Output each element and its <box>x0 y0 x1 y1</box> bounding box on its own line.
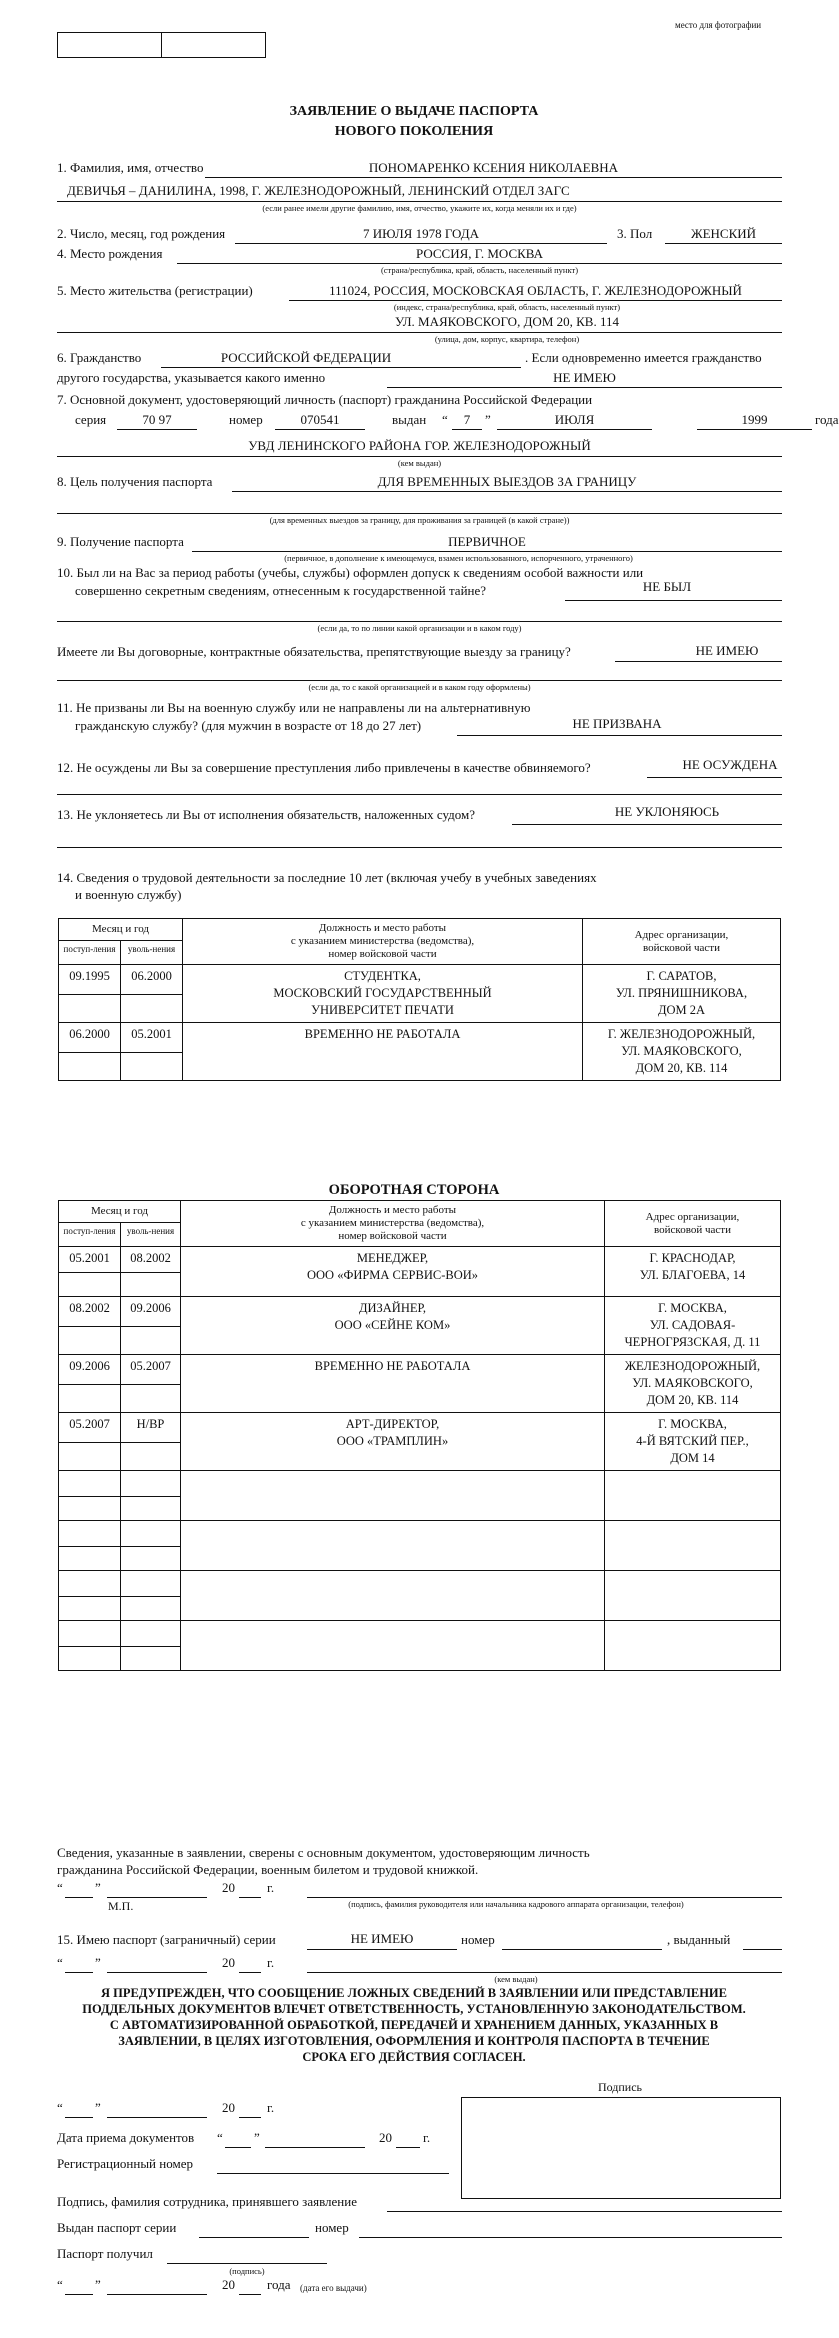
quote-close: ” <box>485 412 491 427</box>
cell-position[interactable]: АРТ-ДИРЕКТОР, ООО «ТРАМПЛИН» <box>181 1413 605 1471</box>
sex-label: 3. Пол <box>617 226 653 241</box>
warning-line: С АВТОМАТИЗИРОВАННОЙ ОБРАБОТКОЙ, ПЕРЕДАЧЕЙ И ХРАНЕНИЕМ ДАННЫХ, УКАЗАННЫХ В <box>109 2018 719 2032</box>
verify-line-1: Сведения, указанные в заявлении, сверены с основным документом, удостоверяющим личность <box>57 1845 590 1860</box>
cell-to[interactable]: 08.2002 <box>121 1247 181 1273</box>
doc-series[interactable]: 70 97 <box>142 412 172 427</box>
quote-open: “ <box>57 1955 63 1970</box>
field-4-caption: (страна/республика, край, область, населенный пункт) <box>380 265 579 275</box>
cell-to-extra[interactable] <box>121 1647 181 1671</box>
citizenship[interactable]: РОССИЙСКОЙ ФЕДЕРАЦИИ <box>220 350 392 365</box>
th-address: Адрес организации, войсковой части <box>605 1201 781 1247</box>
field-6-label-2: другого государства, указывается какого именно <box>57 370 326 385</box>
cell-to[interactable]: 09.2006 <box>121 1297 181 1327</box>
cell-from-extra[interactable] <box>59 1443 121 1471</box>
cell-from[interactable] <box>59 1571 121 1597</box>
th-address: Адрес организации, войсковой части <box>583 919 781 965</box>
year-label: года <box>815 412 839 427</box>
quote-close: ” <box>95 1955 101 1970</box>
field-14-line1 <box>57 870 782 888</box>
cell-address[interactable]: Г. МОСКВА, УЛ. САДОВАЯ- ЧЕРНОГРЯЗСКАЯ, Д. 11 <box>605 1297 781 1355</box>
work-table-1 <box>58 918 781 1081</box>
year-suffix: г. <box>267 1880 275 1895</box>
verify-date <box>57 1880 782 1898</box>
cell-to[interactable]: Н/ВР <box>121 1413 181 1443</box>
field-12-label: 12. Не осуждены ли Вы за совершение преступления либо привлечены в качестве обвиняемого? <box>57 760 591 775</box>
quote-close: ” <box>254 2130 260 2145</box>
doc-number[interactable]: 070541 <box>300 412 340 427</box>
quote-open: “ <box>442 412 448 427</box>
cell-from[interactable]: 09.2006 <box>59 1355 121 1385</box>
field-2-label: 2. Число, месяц, год рождения <box>57 226 226 241</box>
th-position: Должность и место работы с указанием министерства (ведомства), номер войсковой части <box>183 919 583 965</box>
verify-line-2: гражданина Российской Федерации, военным билетом и трудовой книжкой. <box>57 1862 479 1877</box>
th-fired: уволь-нения <box>121 1222 181 1246</box>
issue-year[interactable]: 1999 <box>741 412 768 427</box>
field-6-second <box>57 370 782 388</box>
cell-to-extra[interactable] <box>121 1053 183 1081</box>
purpose[interactable]: ДЛЯ ВРЕМЕННЫХ ВЫЕЗДОВ ЗА ГРАНИЦУ <box>377 474 637 489</box>
field-4-label: 4. Место рождения <box>57 246 163 261</box>
field-9 <box>57 534 782 552</box>
receipt-date <box>57 2277 477 2295</box>
cell-from-extra[interactable] <box>59 1327 121 1355</box>
field-10-caption: (если да, то по линии какой организации и в каком году) <box>317 623 522 633</box>
cell-address[interactable]: Г. САРАТОВ, УЛ. ПРЯНИШНИКОВА, ДОМ 2А <box>583 965 781 1023</box>
quote-open: “ <box>57 2277 63 2292</box>
cell-address[interactable] <box>605 1621 781 1671</box>
employee-sign <box>57 2194 782 2212</box>
issuer-caption: (кем выдан) <box>397 458 442 468</box>
year-suffix: г. <box>267 1955 275 1970</box>
field-14-label-2: и военную службу) <box>75 887 182 902</box>
cell-from-extra[interactable] <box>59 1053 121 1081</box>
th-hired: поступ-ления <box>59 1222 121 1246</box>
issued-label: выдан <box>392 412 427 427</box>
cell-to-extra[interactable] <box>121 1597 181 1621</box>
cell-from-extra[interactable] <box>59 1385 121 1413</box>
year-label: года <box>267 2277 291 2292</box>
field-8-label: 8. Цель получения паспорта <box>57 474 213 489</box>
cell-to-extra[interactable] <box>121 1443 181 1471</box>
foreign-passport-series[interactable]: НЕ ИМЕЮ <box>350 1931 414 1946</box>
cell-from[interactable] <box>59 1521 121 1547</box>
th-month-year: Месяц и год <box>59 919 183 941</box>
cell-from-extra[interactable] <box>59 1547 121 1571</box>
th-fired: уволь-нения <box>121 940 183 964</box>
secret-access[interactable]: НЕ БЫЛ <box>642 579 692 594</box>
cell-from[interactable] <box>59 1471 121 1497</box>
previous-names[interactable]: ДЕВИЧЬЯ – ДАНИЛИНА, 1998, Г. ЖЕЛЕЗНОДОРОЖНЫЙ, ЛЕНИНСКИЙ ОТДЕЛ ЗАГС <box>67 183 570 198</box>
th-month-year: Месяц и год <box>59 1201 181 1223</box>
verify-caption: (подпись, фамилия руководителя или начальника кадрового аппарата организации, телефон) <box>348 1899 684 1909</box>
field-10-line2 <box>57 579 782 601</box>
cell-position[interactable] <box>181 1471 605 1521</box>
back-side-title: ОБОРОТНАЯ СТОРОНА <box>328 1182 500 1198</box>
field-9-label: 9. Получение паспорта <box>57 534 184 549</box>
cell-address[interactable] <box>605 1521 781 1571</box>
field-14-label: 14. Сведения о трудовой деятельности за последние 10 лет (включая учебу в учебных заведениях <box>57 870 597 885</box>
accept-label: Дата приема документов <box>57 2130 195 2145</box>
cell-address[interactable]: ЖЕЛЕЗНОДОРОЖНЫЙ, УЛ. МАЯКОВСКОГО, ДОМ 20, КВ. 114 <box>605 1355 781 1413</box>
doc-issuer[interactable]: УВД ЛЕНИНСКОГО РАЙОНА ГОР. ЖЕЛЕЗНОДОРОЖНЫЙ <box>248 438 591 453</box>
accept-date <box>57 2130 457 2148</box>
cell-to-extra[interactable] <box>121 1497 181 1521</box>
field-4 <box>57 246 782 264</box>
cell-position[interactable] <box>181 1621 605 1671</box>
warning-line: СРОКА ЕГО ДЕЙСТВИЯ СОГЛАСЕН. <box>302 2050 526 2064</box>
quote-close: ” <box>95 2277 101 2292</box>
cell-address[interactable]: Г. КРАСНОДАР, УЛ. БЛАГОЕВА, 14 <box>605 1247 781 1297</box>
issue-month[interactable]: ИЮЛЯ <box>554 412 595 427</box>
military-service[interactable]: НЕ ПРИЗВАНА <box>572 716 662 731</box>
quote-open: “ <box>57 2100 63 2115</box>
field-8-caption: (для временных выездов за границу, для проживания за границей (в какой стране)) <box>269 515 570 525</box>
cell-to[interactable]: 05.2001 <box>121 1023 183 1053</box>
year-prefix: 20 <box>222 1955 235 1970</box>
cell-from[interactable]: 08.2002 <box>59 1297 121 1327</box>
cell-from[interactable] <box>59 1621 121 1647</box>
cell-from-extra[interactable] <box>59 1273 121 1297</box>
table-row <box>59 1247 781 1273</box>
residence[interactable]: 111024, РОССИЯ, МОСКОВСКАЯ ОБЛАСТЬ, Г. ЖЕЛЕЗНОДОРОЖНЫЙ <box>329 283 742 298</box>
received-label: Паспорт получил <box>57 2246 153 2261</box>
cell-position[interactable]: ДИЗАЙНЕР, ООО «СЕЙНЕ КОМ» <box>181 1297 605 1355</box>
field-14-line2 <box>57 887 782 905</box>
cell-position[interactable] <box>181 1521 605 1571</box>
cell-from[interactable]: 06.2000 <box>59 1023 121 1053</box>
field-8 <box>57 474 782 492</box>
stamp-place: М.П. <box>108 1899 134 1913</box>
field-10-label: 10. Был ли на Вас за период работы (учебы, службы) оформлен допуск к сведениям особой важности или <box>57 565 644 580</box>
field-10b-label: Имеете ли Вы договорные, контрактные обязательства, препятствующие выезду за границу? <box>57 644 571 659</box>
form-subtitle: НОВОГО ПОКОЛЕНИЯ <box>334 124 494 139</box>
warning-line: ПОДДЕЛЬНЫХ ДОКУМЕНТОВ ВЛЕЧЕТ ОТВЕТСТВЕННОСТЬ, УСТАНОВЛЕННУЮ ЗАКОНОДАТЕЛЬСТВОМ. <box>82 2002 746 2016</box>
field-6-label: 6. Гражданство <box>57 350 142 365</box>
cell-address[interactable]: Г. ЖЕЛЕЗНОДОРОЖНЫЙ, УЛ. МАЯКОВСКОГО, ДОМ 20, КВ. 114 <box>583 1023 781 1081</box>
field-11-label-2: гражданскую службу? (для мужчин в возрасте от 18 до 27 лет) <box>75 718 422 733</box>
table-row <box>59 1297 781 1327</box>
quote-close: ” <box>95 1880 101 1895</box>
table-row <box>59 1413 781 1443</box>
field-5-caption-2: (улица, дом, корпус, квартира, телефон) <box>434 334 580 344</box>
cell-address[interactable] <box>605 1571 781 1621</box>
cell-to[interactable]: 06.2000 <box>121 965 183 995</box>
field-11-line2 <box>57 718 782 736</box>
issued-passport <box>57 2220 782 2238</box>
cell-position[interactable] <box>181 1571 605 1621</box>
cell-from[interactable]: 09.1995 <box>59 965 121 995</box>
cell-from-extra[interactable] <box>59 1597 121 1621</box>
warning-text <box>60 1985 768 2065</box>
quote-open: “ <box>217 2130 223 2145</box>
sign-caption: (подпись) <box>229 2266 265 2276</box>
year-prefix: 20 <box>222 1880 235 1895</box>
field-10b <box>57 644 782 662</box>
field-5-label: 5. Место жительства (регистрации) <box>57 283 253 298</box>
photo-note: место для фотографии <box>675 20 762 30</box>
reg-number <box>57 2156 457 2174</box>
form-title: ЗАЯВЛЕНИЕ О ВЫДАЧЕ ПАСПОРТА <box>289 104 539 119</box>
warning-line: Я ПРЕДУПРЕЖДЕН, ЧТО СООБЩЕНИЕ ЛОЖНЫХ СВЕДЕНИЙ В ЗАЯВЛЕНИИ ИЛИ ПРЕДСТАВЛЕНИЕ <box>101 1986 727 2000</box>
cell-to-extra[interactable] <box>121 1385 181 1413</box>
series-label: серия <box>75 412 107 427</box>
cell-to[interactable] <box>121 1521 181 1547</box>
passport-received <box>57 2246 457 2264</box>
field-1-caption: (если ранее имели другие фамилию, имя, отчество, укажите их, когда меняли их и где) <box>262 203 577 213</box>
issue-date-caption: (дата его выдачи) <box>300 2283 367 2293</box>
field-1-label: 1. Фамилия, имя, отчество <box>57 160 204 175</box>
cell-to-extra[interactable] <box>121 1547 181 1571</box>
field-5 <box>57 283 782 301</box>
table-row <box>59 1521 781 1547</box>
cell-to[interactable] <box>121 1571 181 1597</box>
cell-to[interactable]: 05.2007 <box>121 1355 181 1385</box>
field-15-caption: (кем выдан) <box>494 1974 538 1984</box>
cell-to-extra[interactable] <box>121 1273 181 1297</box>
field-11-label: 11. Не призваны ли Вы на военную службу или не направлены ли на альтернативную <box>57 700 531 715</box>
field-7-doc <box>57 412 839 430</box>
cell-to-extra[interactable] <box>121 995 183 1023</box>
table-row <box>59 1023 781 1053</box>
cell-to[interactable] <box>121 1471 181 1497</box>
field-2 <box>57 226 782 244</box>
th-hired: поступ-ления <box>59 940 121 964</box>
quote-open: “ <box>57 1880 63 1895</box>
quote-close: ” <box>95 2100 101 2115</box>
field-13 <box>57 804 782 825</box>
cell-position[interactable]: МЕНЕДЖЕР, ООО «ФИРМА СЕРВИС-ВОИ» <box>181 1247 605 1297</box>
field-15-label: 15. Имею паспорт (заграничный) серии <box>57 1932 276 1947</box>
field-6-tail: . Если одновременно имеется гражданство <box>525 350 762 365</box>
number-label: номер <box>229 412 263 427</box>
cell-position[interactable]: ВРЕМЕННО НЕ РАБОТАЛА <box>183 1023 583 1081</box>
cell-from[interactable]: 05.2007 <box>59 1413 121 1443</box>
cell-address[interactable]: Г. МОСКВА, 4-Й ВЯТСКИЙ ПЕР., ДОМ 14 <box>605 1413 781 1471</box>
issued-label: , выданный <box>667 1932 731 1947</box>
sex-value[interactable]: ЖЕНСКИЙ <box>690 226 757 241</box>
cell-from[interactable]: 05.2001 <box>59 1247 121 1273</box>
year-suffix: г. <box>267 2100 275 2115</box>
table-row <box>59 1571 781 1597</box>
reg-label: Регистрационный номер <box>57 2156 193 2171</box>
table-row <box>59 1621 781 1647</box>
number-label: номер <box>461 1932 495 1947</box>
field-13-label: 13. Не уклоняетесь ли Вы от исполнения обязательств, наложенных судом? <box>57 807 476 822</box>
field-15-date <box>57 1955 782 1973</box>
cell-from-extra[interactable] <box>59 1497 121 1521</box>
warning-line: ЗАЯВЛЕНИИ, В ЦЕЛЯХ ИЗГОТОВЛЕНИЯ, ОФОРМЛЕНИЯ И КОНТРОЛЯ ПАСПОРТА В ТЕЧЕНИЕ <box>118 2034 710 2048</box>
number-label: номер <box>315 2220 349 2235</box>
court-obligations[interactable]: НЕ УКЛОНЯЮСЬ <box>614 804 720 819</box>
table-row <box>59 965 781 995</box>
cell-from-extra[interactable] <box>59 995 121 1023</box>
field-5-caption: (индекс, страна/республика, край, область, населенный пункт) <box>393 302 621 312</box>
cell-from-extra[interactable] <box>59 1647 121 1671</box>
th-position: Должность и место работы с указанием министерства (ведомства), номер войсковой части <box>181 1201 605 1247</box>
work-table-2 <box>58 1200 781 1671</box>
year-prefix: 20 <box>222 2277 235 2292</box>
issue-day[interactable]: 7 <box>463 412 471 427</box>
field-9-caption: (первичное, в дополнение к имеющемуся, взамен использованного, испорченного, утраченного) <box>284 553 633 563</box>
residence-street[interactable]: УЛ. МАЯКОВСКОГО, ДОМ 20, КВ. 114 <box>395 314 619 329</box>
cell-to[interactable] <box>121 1621 181 1647</box>
header-boxes <box>57 32 266 58</box>
full-name[interactable]: ПОНОМАРЕНКО КСЕНИЯ НИКОЛАЕВНА <box>368 160 619 175</box>
receipt-type[interactable]: ПЕРВИЧНОЕ <box>448 534 526 549</box>
signature-box[interactable] <box>461 2097 781 2199</box>
sign-date <box>57 2100 297 2118</box>
signature-label: Подпись <box>597 2080 643 2094</box>
cell-position[interactable]: СТУДЕНТКА, МОСКОВСКИЙ ГОСУДАРСТВЕННЫЙ УНИВЕРСИТЕТ ПЕЧАТИ <box>183 965 583 1023</box>
cell-position[interactable]: ВРЕМЕННО НЕ РАБОТАЛА <box>181 1355 605 1413</box>
year-prefix: 20 <box>379 2130 392 2145</box>
field-10-label-2: совершенно секретным сведениям, отнесенным к государственной тайне? <box>75 583 487 598</box>
field-7-label: 7. Основной документ, удостоверяющий личность (паспорт) гражданина Российской Федерации <box>57 392 593 407</box>
birth-date[interactable]: 7 ИЮЛЯ 1978 ГОДА <box>362 226 480 241</box>
field-12 <box>57 757 782 778</box>
field-1 <box>57 160 782 178</box>
contract-obligations[interactable]: НЕ ИМЕЮ <box>695 643 759 658</box>
other-citizenship[interactable]: НЕ ИМЕЮ <box>553 370 616 385</box>
employee-label: Подпись, фамилия сотрудника, принявшего заявление <box>57 2194 357 2209</box>
table-row <box>59 1355 781 1385</box>
table-row <box>59 1471 781 1497</box>
year-suffix: г. <box>423 2130 431 2145</box>
convictions[interactable]: НЕ ОСУЖДЕНА <box>682 757 778 772</box>
birth-place[interactable]: РОССИЯ, Г. МОСКВА <box>415 246 544 261</box>
issued-passport-label: Выдан паспорт серии <box>57 2220 177 2235</box>
field-15 <box>57 1932 782 1950</box>
cell-address[interactable] <box>605 1471 781 1521</box>
field-10b-caption: (если да, то с какой организацией и в каком году оформлены) <box>308 682 531 692</box>
cell-to-extra[interactable] <box>121 1327 181 1355</box>
field-6 <box>57 350 782 368</box>
year-prefix: 20 <box>222 2100 235 2115</box>
field-7 <box>57 392 782 410</box>
